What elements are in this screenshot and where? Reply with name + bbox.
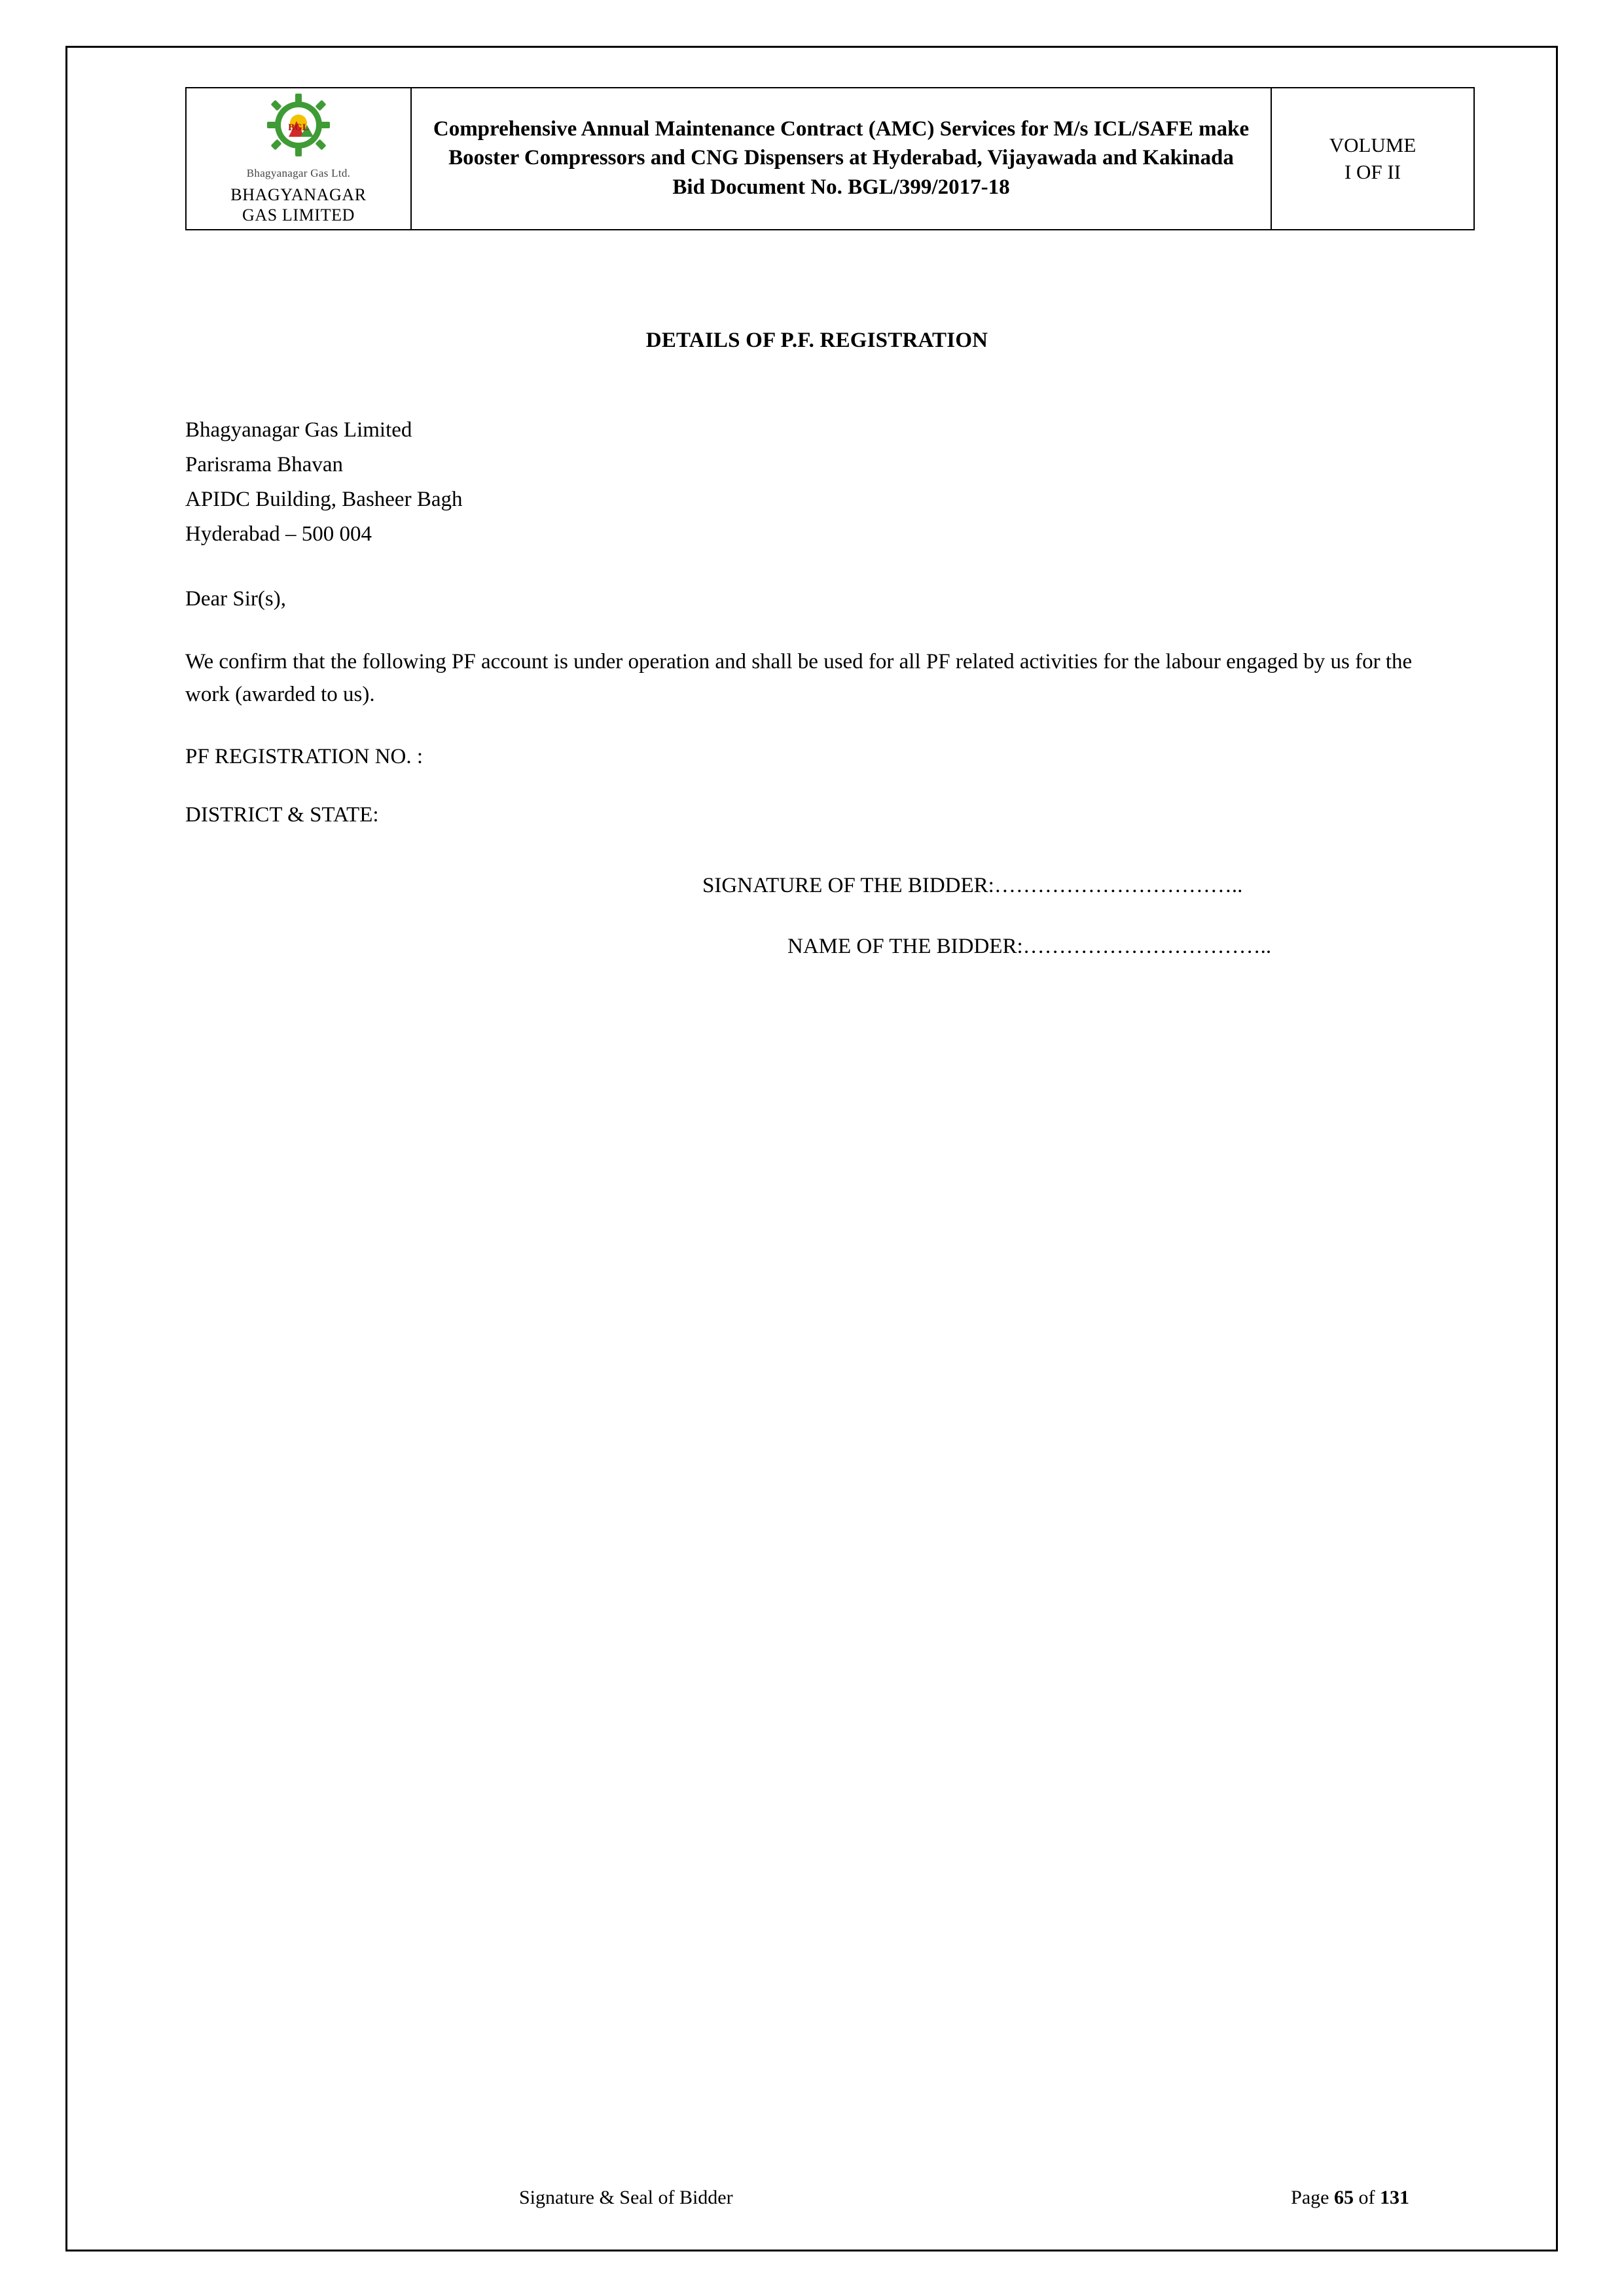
pf-registration-label: PF REGISTRATION NO. :	[185, 744, 424, 768]
header-table	[185, 87, 1475, 230]
header-title: Comprehensive Annual Maintenance Contract (AMC) Services for M/s ICL/SAFE make Booster Compressors and CNG Dispensers at Hyderabad, Vijayawada and Kakinada	[433, 117, 1250, 170]
address-line-2: Parisrama Bhavan	[185, 453, 344, 477]
salutation: Dear Sir(s),	[185, 586, 286, 611]
signature-of-bidder: SIGNATURE OF THE BIDDER:……………………………..	[702, 873, 1243, 897]
header-volume-line1: VOLUME	[1329, 134, 1416, 157]
page-footer	[185, 2187, 1449, 2209]
footer-signature-text: Signature & Seal of Bidder	[519, 2187, 733, 2208]
bgl-sun-logo-icon	[249, 92, 348, 166]
address-line-3: APIDC Building, Basheer Bagh	[185, 487, 463, 511]
header-logo-cell	[186, 88, 411, 230]
footer-page-number	[1291, 2187, 1449, 2209]
page-title: DETAILS OF P.F. REGISTRATION	[645, 329, 988, 353]
svg-text:BGL: BGL	[288, 122, 309, 133]
district-state-label: DISTRICT & STATE:	[185, 802, 379, 827]
document-page	[65, 46, 1558, 2251]
header-volume-line2: I OF II	[1344, 160, 1401, 183]
signature-block	[185, 872, 1449, 961]
company-logo	[190, 92, 406, 225]
footer-page-prefix: Page	[1291, 2187, 1334, 2208]
name-of-bidder: NAME OF THE BIDDER:……………………………..	[787, 934, 1272, 958]
footer-page-mid: of	[1354, 2187, 1380, 2208]
footer-page-total: 131	[1380, 2187, 1409, 2208]
header-volume-cell	[1271, 88, 1474, 230]
header-doc-no: Bid Document No. BGL/399/2017-18	[672, 175, 1010, 200]
addressee-block	[185, 413, 1449, 551]
logo-caption: Bhagyanagar Gas Ltd.	[246, 167, 351, 179]
header-row	[186, 88, 1474, 230]
address-line-1: Bhagyanagar Gas Limited	[185, 418, 412, 442]
header-title-cell	[411, 88, 1271, 230]
footer-page-current: 65	[1334, 2187, 1354, 2208]
body-paragraph: We confirm that the following PF account is under operation and shall be used for all PF related activities for the labour engaged by us for the work (awarded to us).	[185, 649, 1413, 706]
company-name-line1: BHAGYANAGAR	[230, 185, 367, 204]
company-name-line2: GAS LIMITED	[242, 205, 355, 224]
page-content	[185, 87, 1449, 2214]
address-line-4: Hyderabad – 500 004	[185, 522, 372, 546]
